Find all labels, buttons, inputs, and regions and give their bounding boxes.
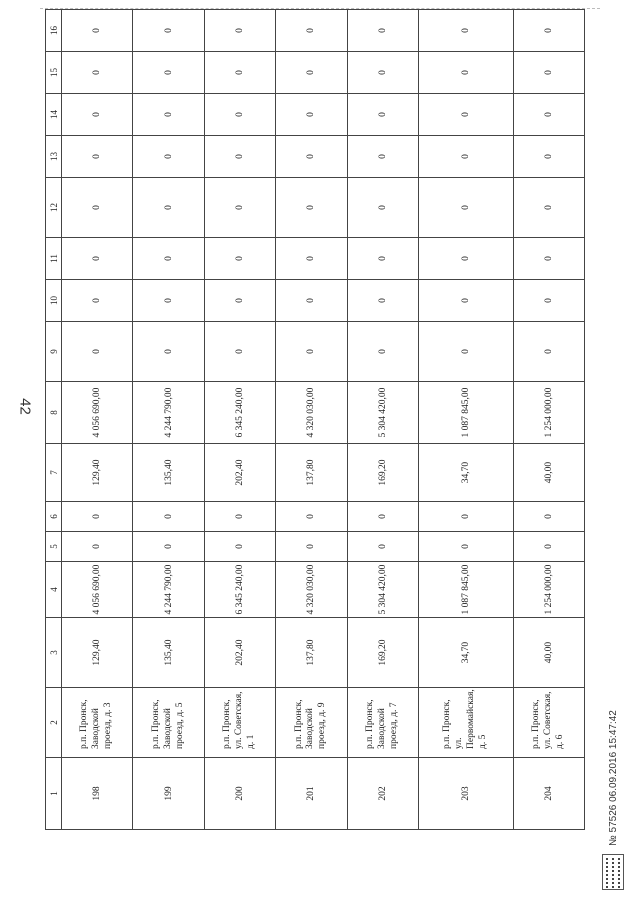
value-cell-3: 40,00	[513, 618, 584, 688]
row-number-cell: 203	[419, 758, 514, 830]
value-cell-9: 0	[419, 322, 514, 382]
value-cell-11: 0	[204, 238, 275, 280]
value-cell-8: 4 056 690,00	[62, 382, 133, 444]
value-cell-11: 0	[513, 238, 584, 280]
value-cell-15: 0	[62, 52, 133, 94]
value-cell-13: 0	[347, 136, 418, 178]
value-cell-12: 0	[347, 178, 418, 238]
value-cell-13: 0	[204, 136, 275, 178]
value-cell-8: 5 304 420,00	[347, 382, 418, 444]
column-header-4: 4	[46, 562, 62, 618]
value-cell-8: 1 254 000,00	[513, 382, 584, 444]
value-cell-6: 0	[513, 502, 584, 532]
value-cell-13: 0	[133, 136, 204, 178]
value-cell-8: 1 087 845,00	[419, 382, 514, 444]
row-number-cell: 202	[347, 758, 418, 830]
value-cell-9: 0	[62, 322, 133, 382]
value-cell-14: 0	[513, 94, 584, 136]
value-cell-7: 135,40	[133, 444, 204, 502]
value-cell-9: 0	[347, 322, 418, 382]
table-row	[347, 10, 418, 830]
header-row	[46, 10, 62, 830]
value-cell-9: 0	[513, 322, 584, 382]
value-cell-11: 0	[347, 238, 418, 280]
value-cell-12: 0	[419, 178, 514, 238]
value-cell-4: 4 244 790,00	[133, 562, 204, 618]
column-header-3: 3	[46, 618, 62, 688]
document-footer	[598, 570, 628, 890]
value-cell-11: 0	[276, 238, 347, 280]
value-cell-3: 129,40	[62, 618, 133, 688]
row-number-cell: 204	[513, 758, 584, 830]
column-header-2: 2	[46, 688, 62, 758]
value-cell-5: 0	[133, 532, 204, 562]
value-cell-5: 0	[62, 532, 133, 562]
value-cell-7: 202,40	[204, 444, 275, 502]
value-cell-7: 40,00	[513, 444, 584, 502]
value-cell-10: 0	[419, 280, 514, 322]
value-cell-12: 0	[133, 178, 204, 238]
value-cell-13: 0	[62, 136, 133, 178]
value-cell-3: 34,70	[419, 618, 514, 688]
column-header-5: 5	[46, 532, 62, 562]
column-header-11: 11	[46, 238, 62, 280]
barcode-stamp-icon	[602, 854, 624, 890]
column-header-15: 15	[46, 52, 62, 94]
value-cell-14: 0	[276, 94, 347, 136]
value-cell-14: 0	[347, 94, 418, 136]
row-number-cell: 199	[133, 758, 204, 830]
value-cell-3: 202,40	[204, 618, 275, 688]
value-cell-5: 0	[347, 532, 418, 562]
value-cell-7: 34,70	[419, 444, 514, 502]
value-cell-6: 0	[276, 502, 347, 532]
value-cell-3: 135,40	[133, 618, 204, 688]
value-cell-6: 0	[133, 502, 204, 532]
value-cell-7: 137,80	[276, 444, 347, 502]
column-header-8: 8	[46, 382, 62, 444]
column-header-12: 12	[46, 178, 62, 238]
value-cell-16: 0	[276, 10, 347, 52]
value-cell-15: 0	[347, 52, 418, 94]
value-cell-9: 0	[276, 322, 347, 382]
value-cell-15: 0	[276, 52, 347, 94]
value-cell-9: 0	[204, 322, 275, 382]
value-cell-15: 0	[204, 52, 275, 94]
value-cell-7: 169,20	[347, 444, 418, 502]
row-number-cell: 198	[62, 758, 133, 830]
address-cell: р.п. Пронск, Заводской проезд, д. 5	[133, 688, 204, 758]
table-row	[513, 10, 584, 830]
value-cell-14: 0	[62, 94, 133, 136]
table-row	[419, 10, 514, 830]
value-cell-4: 6 345 240,00	[204, 562, 275, 618]
column-header-16: 16	[46, 10, 62, 52]
value-cell-13: 0	[276, 136, 347, 178]
table-row	[62, 10, 133, 830]
address-cell: р.п. Пронск, Заводской проезд, д. 3	[62, 688, 133, 758]
data-table	[45, 9, 585, 830]
address-cell: р.п. Пронск, Заводской проезд, д. 9	[276, 688, 347, 758]
value-cell-5: 0	[419, 532, 514, 562]
column-header-7: 7	[46, 444, 62, 502]
value-cell-16: 0	[133, 10, 204, 52]
column-header-14: 14	[46, 94, 62, 136]
address-cell: р.п. Пронск, ул. Первомайская, д. 5	[419, 688, 514, 758]
value-cell-12: 0	[204, 178, 275, 238]
value-cell-10: 0	[513, 280, 584, 322]
value-cell-10: 0	[62, 280, 133, 322]
table-row	[276, 10, 347, 830]
row-number-cell: 200	[204, 758, 275, 830]
value-cell-6: 0	[347, 502, 418, 532]
value-cell-5: 0	[513, 532, 584, 562]
column-header-10: 10	[46, 280, 62, 322]
value-cell-16: 0	[204, 10, 275, 52]
page-number: 42	[16, 398, 34, 415]
value-cell-15: 0	[419, 52, 514, 94]
value-cell-8: 4 320 030,00	[276, 382, 347, 444]
table-row	[204, 10, 275, 830]
value-cell-13: 0	[513, 136, 584, 178]
value-cell-6: 0	[204, 502, 275, 532]
value-cell-15: 0	[133, 52, 204, 94]
value-cell-8: 6 345 240,00	[204, 382, 275, 444]
value-cell-5: 0	[204, 532, 275, 562]
column-header-9: 9	[46, 322, 62, 382]
address-cell: р.п. Пронск, Заводской проезд, д. 7	[347, 688, 418, 758]
value-cell-13: 0	[419, 136, 514, 178]
value-cell-11: 0	[133, 238, 204, 280]
table-row	[133, 10, 204, 830]
value-cell-6: 0	[62, 502, 133, 532]
value-cell-4: 4 320 030,00	[276, 562, 347, 618]
value-cell-4: 4 056 690,00	[62, 562, 133, 618]
address-cell: р.п. Пронск, ул. Советская, д. 1	[204, 688, 275, 758]
value-cell-12: 0	[62, 178, 133, 238]
value-cell-16: 0	[513, 10, 584, 52]
row-number-cell: 201	[276, 758, 347, 830]
column-header-1: 1	[46, 758, 62, 830]
value-cell-16: 0	[419, 10, 514, 52]
value-cell-10: 0	[204, 280, 275, 322]
value-cell-14: 0	[419, 94, 514, 136]
rotated-table-container	[45, 10, 585, 830]
value-cell-10: 0	[276, 280, 347, 322]
column-header-13: 13	[46, 136, 62, 178]
value-cell-12: 0	[513, 178, 584, 238]
address-cell: р.п. Пронск, ул. Советская, д. 6	[513, 688, 584, 758]
value-cell-6: 0	[419, 502, 514, 532]
column-header-6: 6	[46, 502, 62, 532]
value-cell-4: 1 254 000,00	[513, 562, 584, 618]
value-cell-11: 0	[419, 238, 514, 280]
value-cell-15: 0	[513, 52, 584, 94]
value-cell-10: 0	[133, 280, 204, 322]
value-cell-14: 0	[204, 94, 275, 136]
value-cell-4: 1 087 845,00	[419, 562, 514, 618]
value-cell-9: 0	[133, 322, 204, 382]
value-cell-3: 137,80	[276, 618, 347, 688]
value-cell-3: 169,20	[347, 618, 418, 688]
table-body	[46, 10, 585, 830]
value-cell-11: 0	[62, 238, 133, 280]
value-cell-14: 0	[133, 94, 204, 136]
value-cell-8: 4 244 790,00	[133, 382, 204, 444]
value-cell-16: 0	[62, 10, 133, 52]
value-cell-7: 129,40	[62, 444, 133, 502]
value-cell-5: 0	[276, 532, 347, 562]
value-cell-4: 5 304 420,00	[347, 562, 418, 618]
value-cell-10: 0	[347, 280, 418, 322]
document-id: № 57526 06.09.2016 15:47:42	[607, 710, 619, 846]
value-cell-16: 0	[347, 10, 418, 52]
value-cell-12: 0	[276, 178, 347, 238]
